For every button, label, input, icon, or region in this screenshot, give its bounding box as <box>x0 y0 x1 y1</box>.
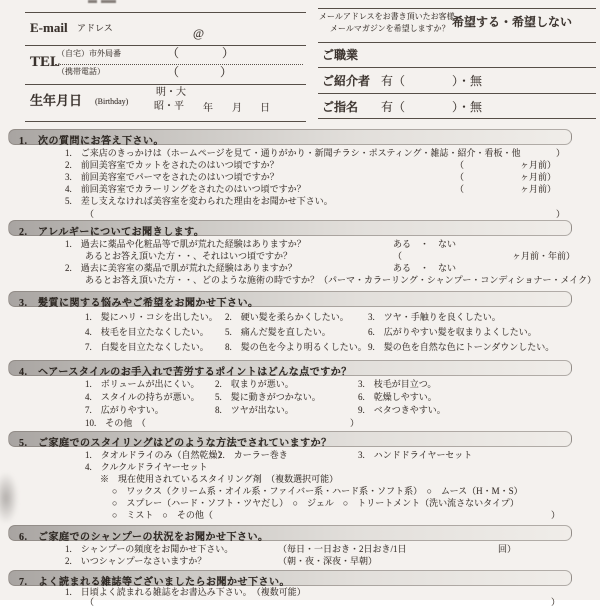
section-7-title: 7. よく読まれる雑誌等ございましたらお聞かせ下さい。 <box>19 577 290 588</box>
s1-item4-open: （ <box>455 184 465 194</box>
s3-r2c1: 4. 枝毛を目立たなくしたい。 <box>85 327 209 337</box>
divider <box>25 121 306 122</box>
s1-item3: 3. 前回美容室でパーマをされたのはいつ頃ですか？ <box>65 172 279 182</box>
section-4-banner <box>8 360 572 376</box>
s4-r1c1: 1. ボリュームが出にくい。 <box>85 379 200 389</box>
s2-item1-answer: ある ・ ない <box>393 239 457 249</box>
s4-r4: 10. その他 （ <box>85 418 146 428</box>
s5-r1c3: 3. ハンドドライヤーセット <box>358 450 473 460</box>
section-1-title: 1. 次の質問にお答え下さい。 <box>19 136 164 147</box>
s5-note: ※ 現在使用されているスタイリング剤 （複数選択可能） <box>100 474 339 484</box>
era-line2: 昭・平 <box>154 101 184 112</box>
scan-fragment <box>88 0 97 3</box>
s4-r4-tail: ） <box>350 418 360 428</box>
s1-item4: 4. 前回美容室でカラーリングをされたのはいつ頃ですか？ <box>65 184 306 194</box>
s3-r1c3: 3. ツヤ・手触りを良くしたい。 <box>368 312 501 322</box>
section-3-title: 3. 髪質に関する悩みやご希望をお聞かせ下さい。 <box>19 298 259 309</box>
divider <box>318 93 596 94</box>
s7-item1: 1. 日頃よく読まれる雑誌をお書込み下さい。 （複数可能） <box>65 587 306 597</box>
s1-item2-tail: ヶ月前） <box>520 160 557 170</box>
section-2-title: 2. アレルギーについてお聞きします。 <box>19 227 205 238</box>
section-6-title: 6. ご家庭でのシャンプーの状況をお聞かせ下さい。 <box>19 532 269 543</box>
s6-item2-options: （朝・夜・深夜・早朝） <box>278 556 378 566</box>
s4-r2c1: 4. スタイルの持ちが悪い。 <box>85 392 200 402</box>
s3-r1c2: 2. 硬い髪を柔らかくしたい。 <box>225 312 349 322</box>
s1-item5-open: （ <box>85 209 95 219</box>
mail-magazine-question-line2: メールマガジンを希望しますか？ <box>330 24 450 33</box>
referrer-has-open: 有（ <box>381 74 406 88</box>
s4-r1c3: 3. 枝毛が目立つ。 <box>358 379 437 389</box>
divider <box>25 12 306 13</box>
birthday-label: 生年月日 <box>30 93 83 108</box>
nomination-close-no: ）・無 <box>452 100 483 114</box>
scan-smudge <box>0 472 18 524</box>
divider <box>318 42 596 43</box>
s1-item2: 2. 前回美容室でカットをされたのはいつ頃ですか？ <box>65 160 279 170</box>
s1-item1: 1. ご来店のきっかけは（ホームページを見て・通りがかり・新聞チラシ・ポスティング・雑誌・紹介・看板・他 <box>65 148 521 158</box>
tel-mobile-paren-open: （ <box>167 65 180 79</box>
nomination-has-open: 有（ <box>381 100 406 114</box>
s1-item3-open: （ <box>455 172 465 182</box>
s3-r3c3: 9. 髪の色を自然な色にトーンダウンしたい。 <box>368 342 555 352</box>
email-label: E-mail <box>30 20 68 35</box>
day-label: 日 <box>260 103 270 114</box>
s6-item2: 2. いつシャンプーなさいますか？ <box>65 556 207 566</box>
s1-item2-open: （ <box>455 160 465 170</box>
section-5-title: 5. ご家庭でのスタイリングはどのような方法でされていますか？ <box>19 438 332 449</box>
tel-home-label: （自宅）市外局番 <box>57 49 121 58</box>
s5-option-row3-tail: ） <box>551 510 561 520</box>
tel-home-paren-open: （ <box>167 46 180 60</box>
s5-r2: 4. クルクルドライヤーセット <box>85 462 208 472</box>
s5-r1c1: 1. タオルドライのみ（自然乾燥） <box>85 450 227 460</box>
s5-option-row3: ○ ミスト ○ その他（ <box>112 510 213 520</box>
occupation-label: ご職業 <box>322 48 359 62</box>
email-suffix-label: アドレス <box>77 23 113 33</box>
divider <box>25 45 306 46</box>
scan-fragment <box>101 0 116 3</box>
s1-item4-tail: ヶ月前） <box>520 184 557 194</box>
s4-r3c1: 7. 広がりやすい。 <box>85 405 164 415</box>
s7-item2-open: （ <box>85 597 95 607</box>
month-label: 月 <box>232 103 242 114</box>
divider <box>318 118 596 119</box>
s3-r1c1: 1. 髪にハリ・コシを出したい。 <box>85 312 218 322</box>
email-at-mark: @ <box>193 26 205 40</box>
s7-item2-tail: ） <box>551 597 561 607</box>
section-4-title: 4. ヘアースタイルのお手入れで苦労するポイントはどんな点ですか？ <box>19 367 352 378</box>
era-line1: 明・大 <box>156 87 186 98</box>
s1-item5-tail: ） <box>556 209 566 219</box>
s1-item1-paren: ） <box>556 148 566 158</box>
s2-item2-answer: ある ・ ない <box>393 263 457 273</box>
section-2-banner <box>8 220 572 236</box>
s5-option-row2: ○ スプレー（ハード・ソフト・ツヤだし） ○ ジェル ○ トリートメント（洗い流さないタイプ） <box>112 498 519 508</box>
section-6-banner <box>8 525 572 541</box>
s5-option-row1: ○ ワックス（クリーム系・オイル系・ファイバー系・ハード系・ソフト系） ○ ムース（H・M・S） <box>112 486 523 496</box>
s2-item2: 2. 過去に美容室の薬品で肌が荒れた経験はありますか？ <box>65 263 297 273</box>
s3-r3c1: 7. 白髪を目立たなくしたい。 <box>85 342 209 352</box>
section-5-banner <box>8 431 572 447</box>
s2-item1b-open: （ <box>393 251 403 261</box>
s6-item1: 1. シャンプーの頻度をお聞かせ下さい。 <box>65 544 234 554</box>
mail-magazine-answer: 希望する・希望しない <box>452 15 573 29</box>
s3-r3c2: 8. 髪の色を今より明るくしたい。 <box>225 342 367 352</box>
s4-r3c2: 8. ツヤが出ない。 <box>215 405 294 415</box>
year-label: 年 <box>203 103 213 114</box>
divider <box>318 67 596 68</box>
s1-item5: 5. 差し支えなければ美容室を変わられた理由をお聞かせ下さい。 <box>65 196 333 206</box>
nomination-label: ご指名 <box>322 100 359 114</box>
section-7-banner <box>8 570 572 586</box>
mail-magazine-question-line1: メールアドレスをお書き頂いたお客様 <box>319 12 455 21</box>
divider <box>318 8 596 9</box>
referrer-label: ご紹介者 <box>322 74 371 88</box>
s4-r2c3: 6. 乾燥しやすい。 <box>358 392 437 402</box>
s3-r2c3: 6. 広がりやすい髪を収まりよくしたい。 <box>368 327 537 337</box>
section-1-banner <box>8 129 572 145</box>
s4-r3c3: 9. ベタつきやすい。 <box>358 405 446 415</box>
divider <box>25 84 306 85</box>
s2-item1b-tail: ヶ月前・年前） <box>512 251 576 261</box>
s2-item1b: あるとお答え頂いた方・・、それはいつ頃ですか？ <box>85 251 293 261</box>
s4-r1c2: 2. 収まりが悪い。 <box>215 379 294 389</box>
section-3-banner <box>8 291 572 307</box>
tel-label: TEL <box>30 54 61 70</box>
s2-item1: 1. 過去に薬品や化粧品等で肌が荒れた経験はありますか？ <box>65 239 306 249</box>
tel-mobile-label: （携帯電話） <box>57 67 105 76</box>
dotted-divider <box>55 64 303 65</box>
s6-item1-tail: 回） <box>498 544 517 554</box>
s3-r2c2: 5. 痛んだ髪を直したい。 <box>225 327 331 337</box>
s2-item2b: あるとお答え頂いた方・・、どのような施術の時ですか？（パーマ・カラーリング・シャンプー・コンディショナー・メイク） <box>85 275 597 285</box>
birthday-en-label: (Birthday) <box>95 97 129 106</box>
tel-mobile-paren-close: ） <box>220 65 233 79</box>
s5-r1c2: 2. カーラー巻き <box>218 450 288 460</box>
s4-r2c2: 5. 髪に動きがつかない。 <box>215 392 321 402</box>
s1-item3-tail: ヶ月前） <box>520 172 557 182</box>
referrer-close-no: ）・無 <box>452 74 483 88</box>
s6-item1-options: （毎日・一日おき・2日おき/1日 <box>278 544 407 554</box>
tel-home-paren-close: ） <box>222 46 235 60</box>
